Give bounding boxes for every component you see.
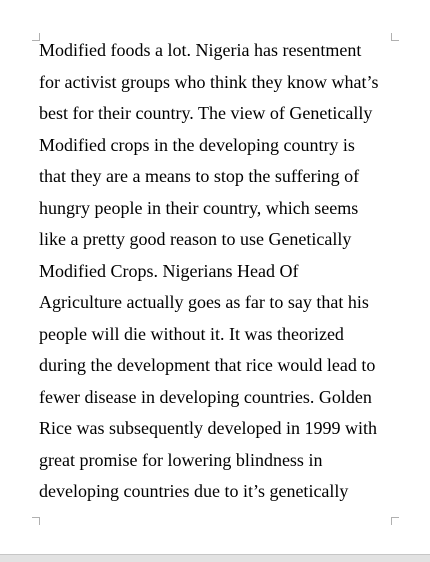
text-line: developing countries due to it’s genetically xyxy=(39,481,349,501)
text-line: that they are a means to stop the suffering of xyxy=(39,166,360,186)
page-bottom-edge xyxy=(0,554,430,562)
text-line: Modified Crops. Nigerians Head Of xyxy=(39,260,299,281)
text-line: for activist groups who think they know what’s xyxy=(39,71,379,92)
bottom-right-margin-mark xyxy=(391,517,399,525)
text-line: great promise for lowering blindness in xyxy=(39,449,323,470)
text-line: best for their country. The view of Genetically xyxy=(39,103,373,123)
text-line: like a pretty good reason to use Genetically xyxy=(39,229,352,249)
text-line: hungry people in their country, which seems xyxy=(39,197,359,218)
text-line: during the development that rice would lead to xyxy=(39,355,376,375)
text-line: Modified foods a lot. Nigeria has resentment xyxy=(39,40,362,60)
text-line: fewer disease in developing countries. Golden xyxy=(39,386,372,407)
text-line: Agriculture actually goes as far to say that his xyxy=(39,292,369,312)
text-line: people will die without it. It was theorized xyxy=(39,323,344,344)
bottom-left-margin-mark xyxy=(32,517,40,525)
body-text[interactable] xyxy=(39,35,399,508)
text-line: Modified crops in the developing country is xyxy=(39,134,355,155)
text-line: Rice was subsequently developed in 1999 with xyxy=(39,418,377,438)
